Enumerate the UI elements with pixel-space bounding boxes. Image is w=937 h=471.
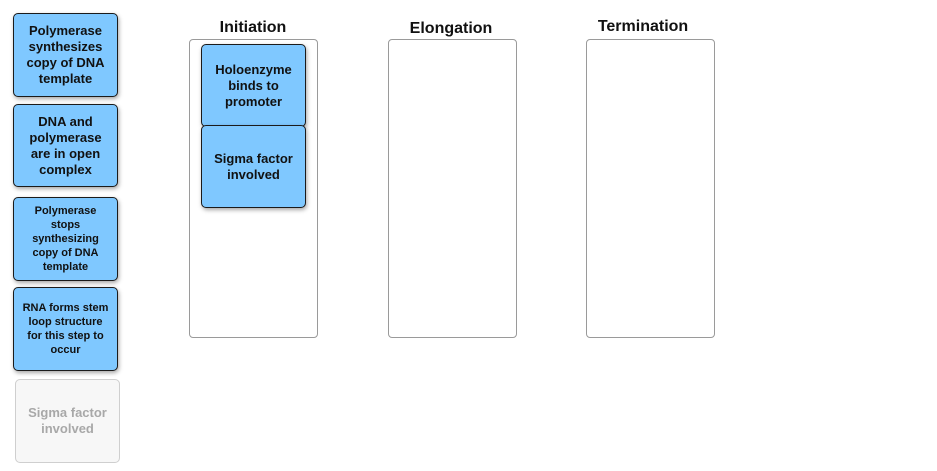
bank-card-sigma-factor-placeholder <box>15 379 120 463</box>
card-label: DNA and polymerase are in open complex <box>29 113 102 177</box>
placed-card-holoenzyme[interactable] <box>201 44 306 127</box>
card-label: Sigma factor involved <box>28 405 107 436</box>
drop-zone-elongation[interactable] <box>388 39 517 338</box>
zone-title-termination: Termination <box>597 18 689 35</box>
card-label: Holoenzyme binds to promoter <box>215 61 292 109</box>
placed-card-sigma-factor[interactable] <box>201 125 306 208</box>
bank-card-open-complex[interactable] <box>13 104 118 187</box>
drop-zone-termination[interactable] <box>586 39 715 338</box>
card-label: Polymerase synthesizes copy of DNA template <box>26 23 105 86</box>
bank-card-rna-stem-loop[interactable] <box>13 287 118 371</box>
bank-card-polymerase-synthesizes[interactable] <box>13 13 118 97</box>
zone-title-initiation: Initiation <box>219 19 287 36</box>
card-label: Sigma factor involved <box>214 150 293 182</box>
card-label: RNA forms stem loop structure for this step to occur <box>22 302 109 356</box>
bank-card-polymerase-stops[interactable] <box>13 197 118 281</box>
card-label: Polymerase stops synthesizing copy of DNA template <box>32 205 99 273</box>
zone-title-elongation: Elongation <box>409 20 493 37</box>
